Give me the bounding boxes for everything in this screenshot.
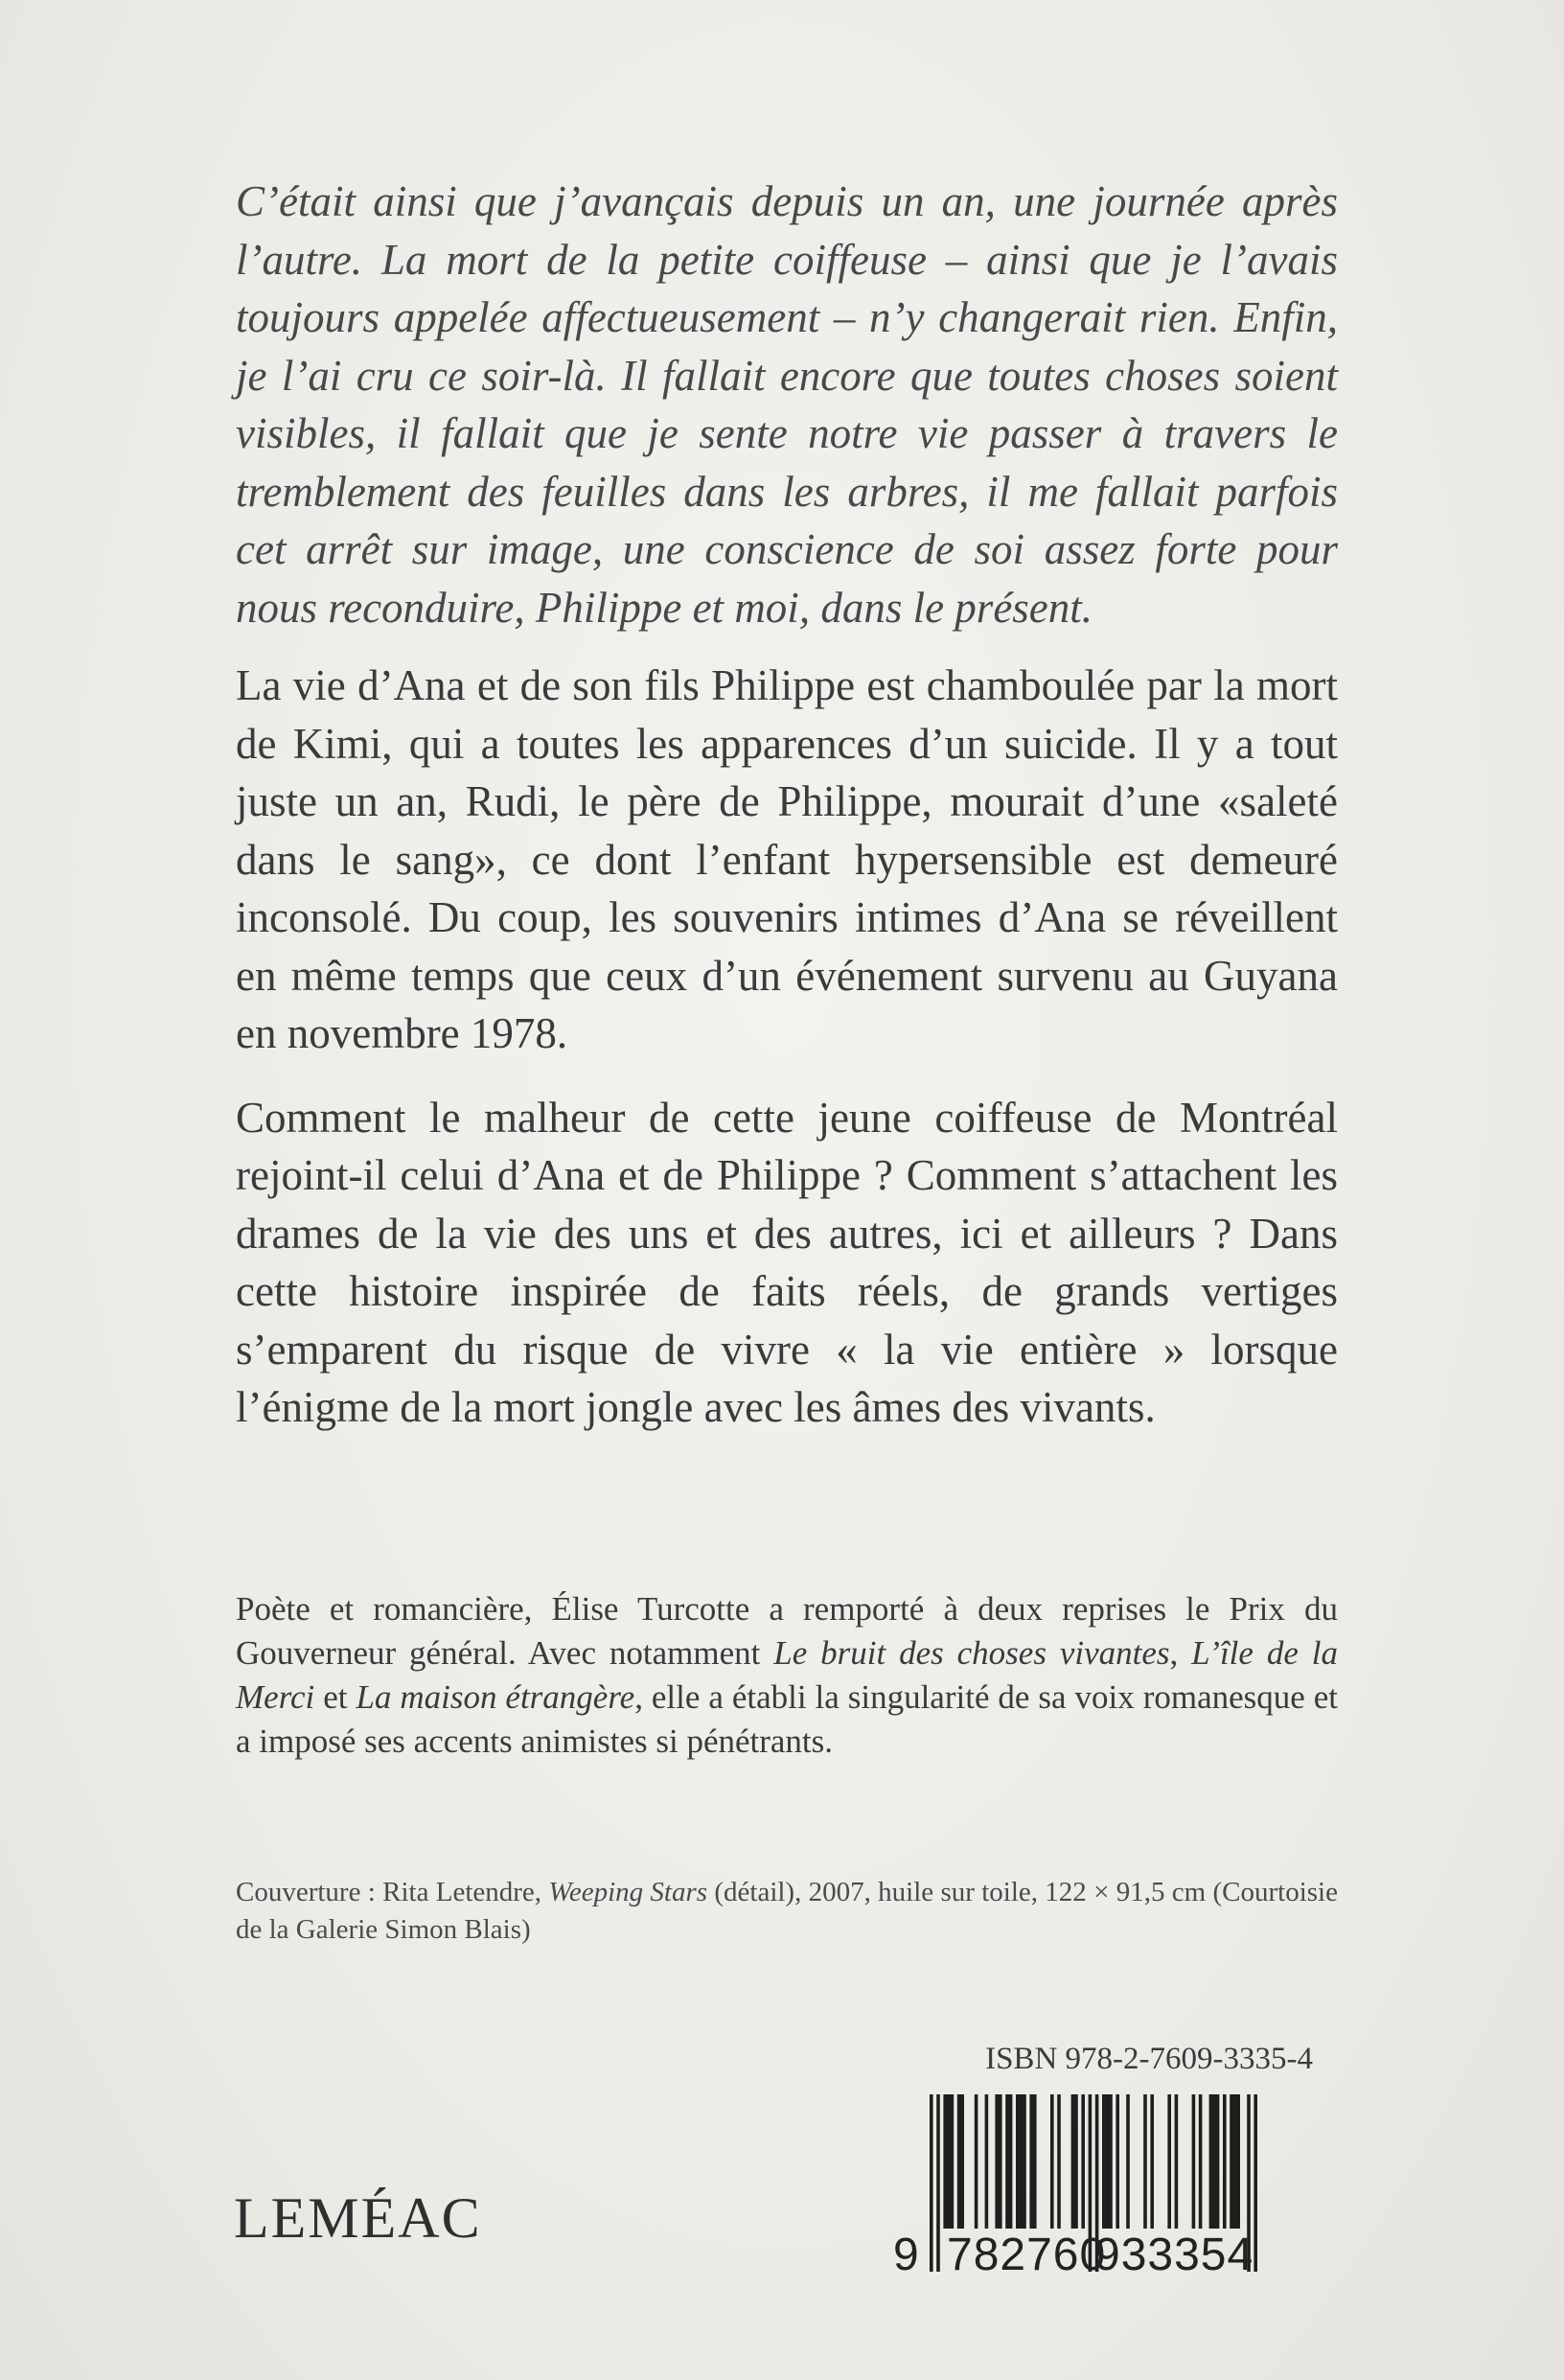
barcode-bar <box>1016 2094 1026 2229</box>
barcode-bar <box>943 2094 954 2229</box>
barcode-bar <box>957 2094 964 2229</box>
barcode-bar <box>1050 2094 1054 2229</box>
isbn-label: ISBN 978-2-7609-3335-4 <box>985 2042 1313 2076</box>
barcode-bar <box>930 2094 933 2272</box>
barcode-bar <box>1005 2094 1012 2229</box>
cover-credit-text <box>236 1874 1338 1949</box>
barcode-bar <box>1071 2094 1078 2229</box>
barcode-bar <box>1192 2094 1196 2229</box>
bio-separator-1: , <box>1169 1634 1192 1672</box>
barcode <box>891 2094 1332 2280</box>
excerpt-text: C’était ainsi que j’avançais depuis un an, une journée après l’autre. La mort de la petite coiffeuse – ainsi que je l’avais toujours appelée affectueusement – n’y changerait rien. Enfin, je l’ai cru ce soir-là. Il fallait encore que toutes choses soient visibles, il fallait que je sente notre vie passer à travers le tremblement des feuilles dans les arbres, il me fallait parfois cet arrêt sur image, une conscience de soi assez forte pour nous reconduire, Philippe et moi, dans le présent. <box>236 177 1338 632</box>
author-bio <box>236 1587 1338 1764</box>
barcode-bar <box>1150 2094 1154 2229</box>
book-summary <box>236 657 1338 1437</box>
barcode-bar <box>1223 2094 1227 2229</box>
artwork-title: Weeping Stars <box>548 1877 708 1907</box>
bio-separator-2: et <box>314 1678 356 1716</box>
book-title-2: L’île de la Merci <box>236 1634 1338 1716</box>
credit-suffix: (détail), 2007, huile sur toile, 122 × 91,5 cm (Courtoisie de la Galerie Simon Blais) <box>236 1877 1338 1945</box>
barcode-bar <box>1126 2094 1130 2229</box>
barcode-bar <box>1175 2094 1179 2229</box>
barcode-bar <box>1254 2094 1257 2272</box>
credit-prefix: Couverture : Rita Letendre, <box>236 1877 549 1907</box>
book-title-1: Le bruit des choses vivantes <box>773 1634 1170 1672</box>
barcode-left-digits: 782760 <box>947 2230 1107 2280</box>
bio-outro: , elle a établi la singularité de sa voix romanesque et a imposé ses accents animistes si pénétrants. <box>236 1678 1338 1760</box>
barcode-bar <box>936 2094 940 2272</box>
barcode-bar <box>1167 2094 1171 2229</box>
barcode-bar <box>985 2094 989 2229</box>
barcode-bar <box>1029 2094 1036 2229</box>
barcode-bar <box>1116 2094 1119 2229</box>
barcode-first-digit: 9 <box>893 2230 919 2280</box>
barcode-bar <box>975 2094 978 2229</box>
barcode-bar <box>1209 2094 1220 2229</box>
barcode-bar <box>1081 2094 1085 2229</box>
excerpt-quote <box>236 173 1338 636</box>
barcode-bar <box>1230 2094 1240 2229</box>
cover-credit <box>236 1874 1338 1949</box>
publisher-logo: LEMÉAC <box>234 2186 482 2250</box>
barcode-bar <box>995 2094 1001 2229</box>
barcode-bar <box>1199 2094 1203 2229</box>
barcode-bar <box>1057 2094 1061 2229</box>
bio-intro: Poète et romancière, Élise Turcotte a remporté à deux reprises le Prix du Gouverneur général. Avec notamment <box>236 1590 1338 1672</box>
barcode-bar <box>1102 2094 1113 2229</box>
summary-paragraph-1: La vie d’Ana et de son fils Philippe est chamboulée par la mort de Kimi, qui a toutes les apparences d’un suicide. Il y a tout juste un an, Rudi, le père de Philippe, mourait d’une «saleté dans le sang», ce dont l’enfant hypersensible est demeuré inconsolé. Du coup, les souvenirs intimes d’Ana se réveillent en même temps que ceux d’un événement survenu au Guyana en novembre 1978. <box>236 661 1338 1057</box>
barcode-right-digits: 933354 <box>1094 2230 1254 2280</box>
book-title-3: La maison étrangère <box>356 1678 635 1716</box>
author-bio-text <box>236 1587 1338 1764</box>
summary-paragraph-2: Comment le malheur de cette jeune coiffeuse de Montréal rejoint-il celui d’Ana et de Philippe ? Comment s’attachent les drames de la vie des uns et des autres, ici et ailleurs ? Dans cette histoire inspirée de faits réels, de grands vertiges s’emparent du risque de vivre « la vie entière » lorsque l’énigme de la mort jongle avec les âmes des vivants. <box>236 1093 1338 1431</box>
barcode-bar <box>1143 2094 1147 2229</box>
